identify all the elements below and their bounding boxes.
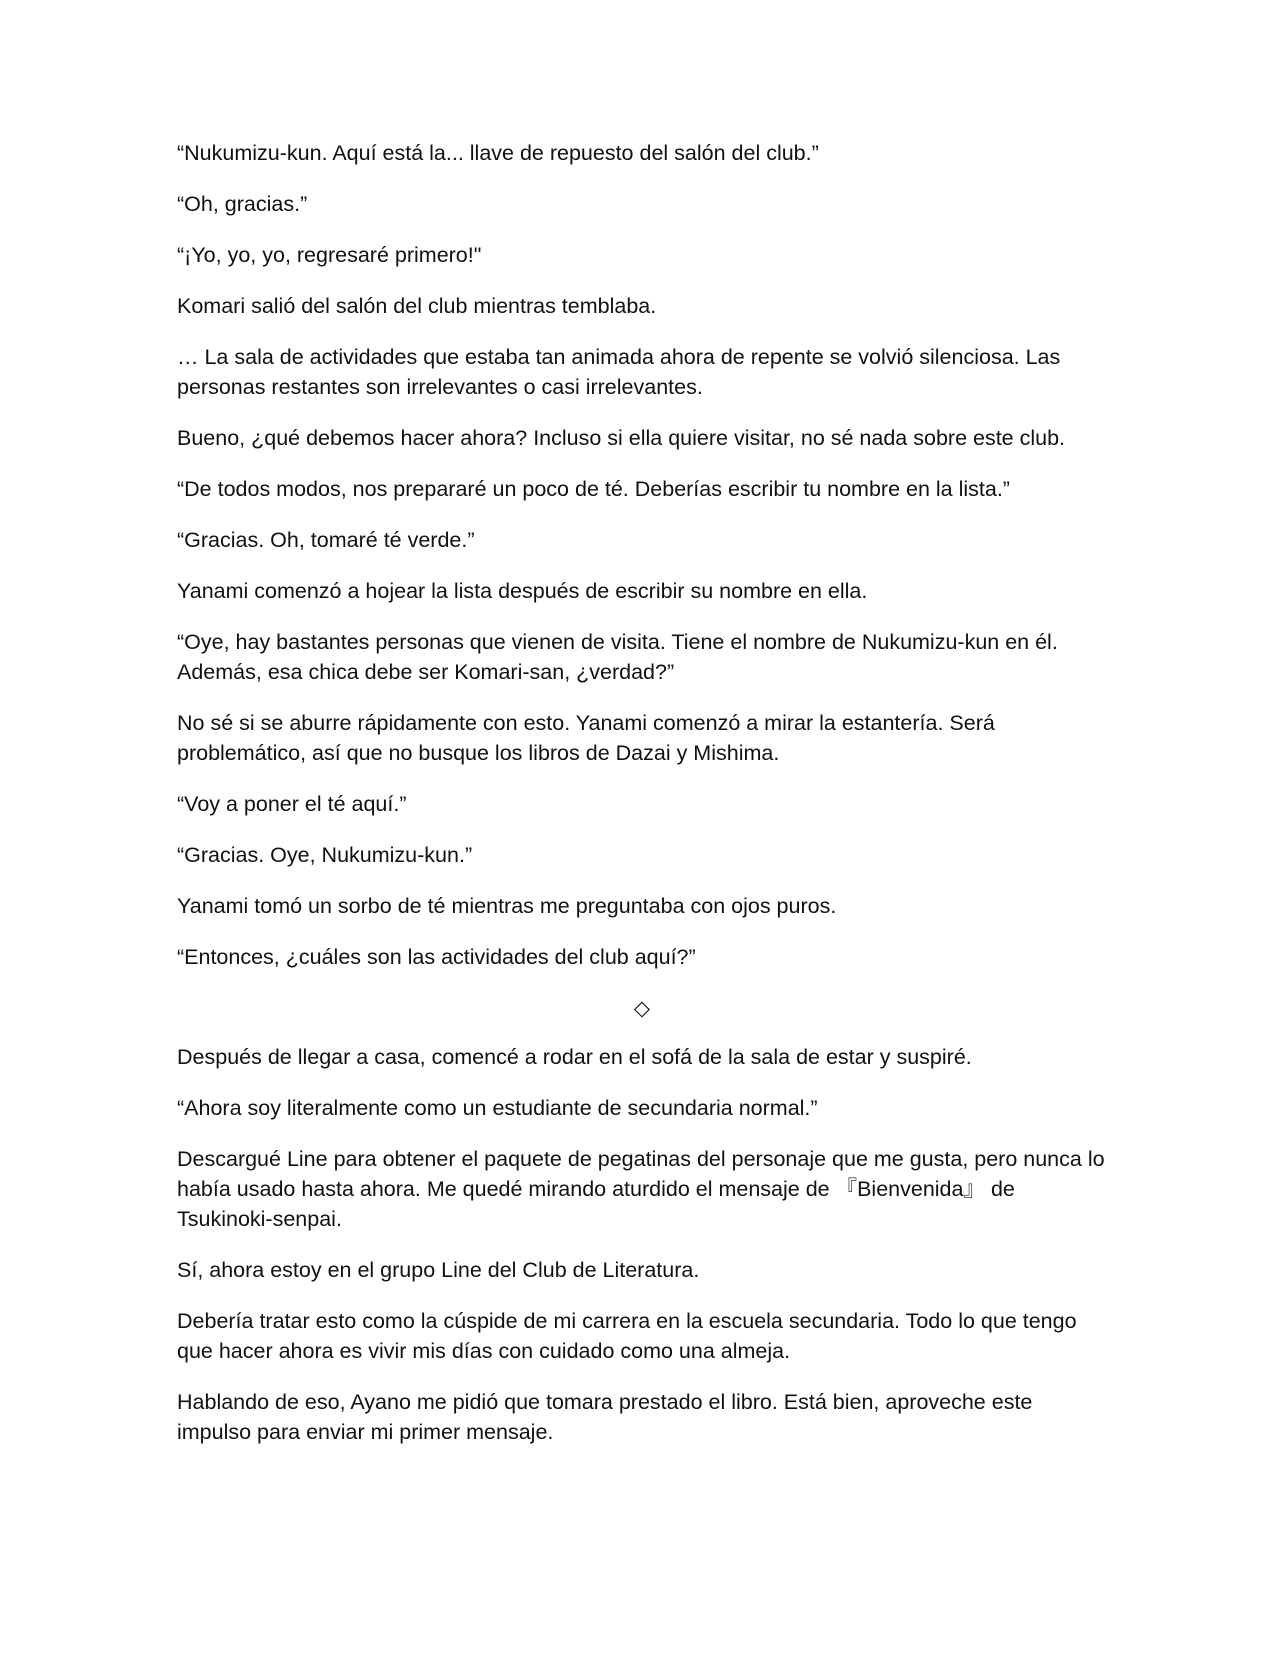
- paragraph: Sí, ahora estoy en el grupo Line del Club de Literatura.: [177, 1258, 700, 1282]
- paragraph: “Nukumizu-kun. Aquí está la... llave de repuesto del salón del club.”: [177, 141, 819, 165]
- paragraph: Yanami tomó un sorbo de té mientras me preguntaba con ojos puros.: [177, 894, 837, 918]
- text-body: [177, 138, 1107, 1468]
- paragraph: No sé si se aburre rápidamente con esto. Yanami comenzó a mirar la estantería. Será problemático, así que no busque los libros de Dazai y Mishima.: [177, 711, 995, 765]
- paragraph: “Gracias. Oye, Nukumizu-kun.”: [177, 843, 473, 867]
- scene-break-diamond-icon: ◇: [633, 996, 651, 1020]
- paragraph: Descargué Line para obtener el paquete de pegatinas del personaje que me gusta, pero nunca lo había usado hasta ahora. Me quedé mirando aturdido el mensaje de 『Bienvenida』 de Tsukinoki-senpai.: [177, 1147, 1105, 1231]
- paragraph: “Gracias. Oh, tomaré té verde.”: [177, 528, 475, 552]
- paragraph: “Entonces, ¿cuáles son las actividades del club aquí?”: [177, 945, 696, 969]
- paragraph: “Oye, hay bastantes personas que vienen de visita. Tiene el nombre de Nukumizu-kun en él. Además, esa chica debe ser Komari-san, ¿verdad?”: [177, 630, 1058, 684]
- paragraph: Después de llegar a casa, comencé a rodar en el sofá de la sala de estar y suspiré.: [177, 1045, 972, 1069]
- paragraph: Komari salió del salón del club mientras temblaba.: [177, 294, 657, 318]
- paragraph: Debería tratar esto como la cúspide de mi carrera en la escuela secundaria. Todo lo que tengo que hacer ahora es vivir mis días con cuidado como una almeja.: [177, 1309, 1077, 1363]
- paragraph: Yanami comenzó a hojear la lista después de escribir su nombre en ella.: [177, 579, 868, 603]
- paragraph: “¡Yo, yo, yo, regresaré primero!": [177, 243, 482, 267]
- paragraph: “Ahora soy literalmente como un estudiante de secundaria normal.”: [177, 1096, 818, 1120]
- paragraph: “De todos modos, nos prepararé un poco de té. Deberías escribir tu nombre en la lista.”: [177, 477, 1010, 501]
- paragraph: Hablando de eso, Ayano me pidió que tomara prestado el libro. Está bien, aproveche este impulso para enviar mi primer mensaje.: [177, 1390, 1033, 1444]
- paragraph: Bueno, ¿qué debemos hacer ahora? Incluso si ella quiere visitar, no sé nada sobre este club.: [177, 426, 1066, 450]
- paragraph: “Voy a poner el té aquí.”: [177, 792, 407, 816]
- paragraph: “Oh, gracias.”: [177, 192, 308, 216]
- paragraph: … La sala de actividades que estaba tan animada ahora de repente se volvió silenciosa. Las personas restantes son irrelevantes o casi irrelevantes.: [177, 345, 1061, 399]
